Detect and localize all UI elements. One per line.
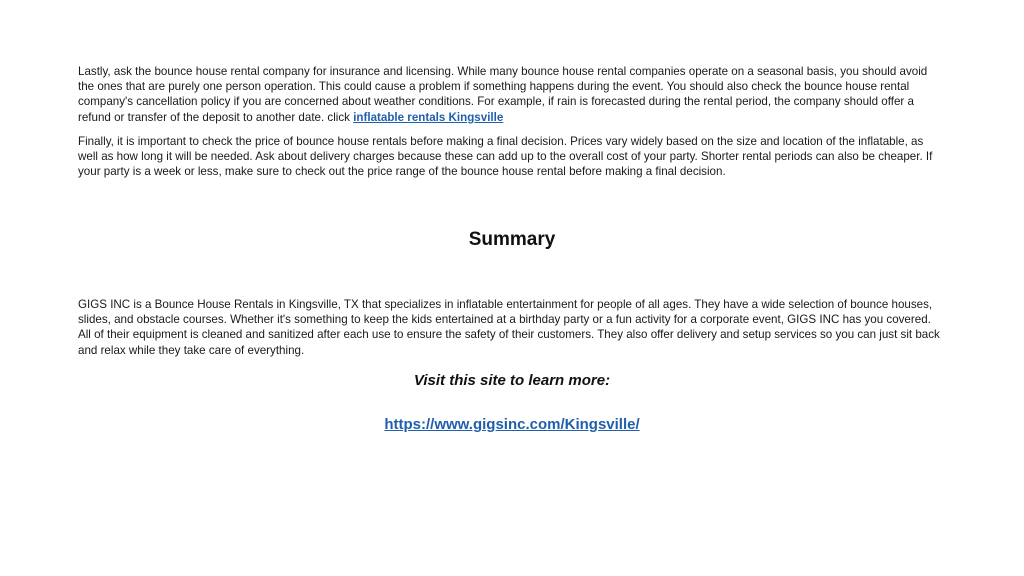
intro-paragraph-text: Lastly, ask the bounce house rental company for insurance and licensing. While many bounce house rental companies operate on a seasonal basis, you should avoid the ones that are purely one person operation. This could cause a problem if something happens during the event. You should also check the bounce house rental company's cancellation policy if you are concerned about weather conditions. For example, if rain is forecasted during the rental period, the company should offer a refund or transfer of the deposit to another date. click bbox=[78, 65, 928, 124]
summary-heading: Summary bbox=[468, 229, 556, 250]
site-url-line bbox=[0, 416, 1024, 433]
summary-paragraph: GIGS INC is a Bounce House Rentals in Kingsville, TX that specializes in inflatable entertainment for people of all ages. They have a wide selection of bounce houses, slides, and obstacle courses. Whether it's something to keep the kids entertained at a birthday party or a fun activity for a corporate event, GIGS INC has you covered. All of their equipment is cleaned and sanitized after each use to ensure the safety of their customers. They also offer delivery and setup services so you can just sit back and relax while they take care of everything. bbox=[78, 298, 940, 357]
intro-paragraph bbox=[78, 64, 946, 125]
site-url-link[interactable]: https://www.gigsinc.com/Kingsville/ bbox=[384, 416, 640, 433]
inflatable-rentals-link[interactable]: inflatable rentals Kingsville bbox=[353, 110, 504, 124]
price-paragraph: Finally, it is important to check the price of bounce house rentals before making a final decision. Prices vary widely based on the size and location of the inflatable, as well as how long it will be needed. Ask about delivery charges because these can add up to the overall cost of your party. Shorter rental periods can also be cheaper. If your party is a week or less, make sure to check out the price range of the bounce house rental before making a final decision. bbox=[78, 135, 933, 179]
visit-site-callout: Visit this site to learn more: bbox=[413, 372, 611, 389]
